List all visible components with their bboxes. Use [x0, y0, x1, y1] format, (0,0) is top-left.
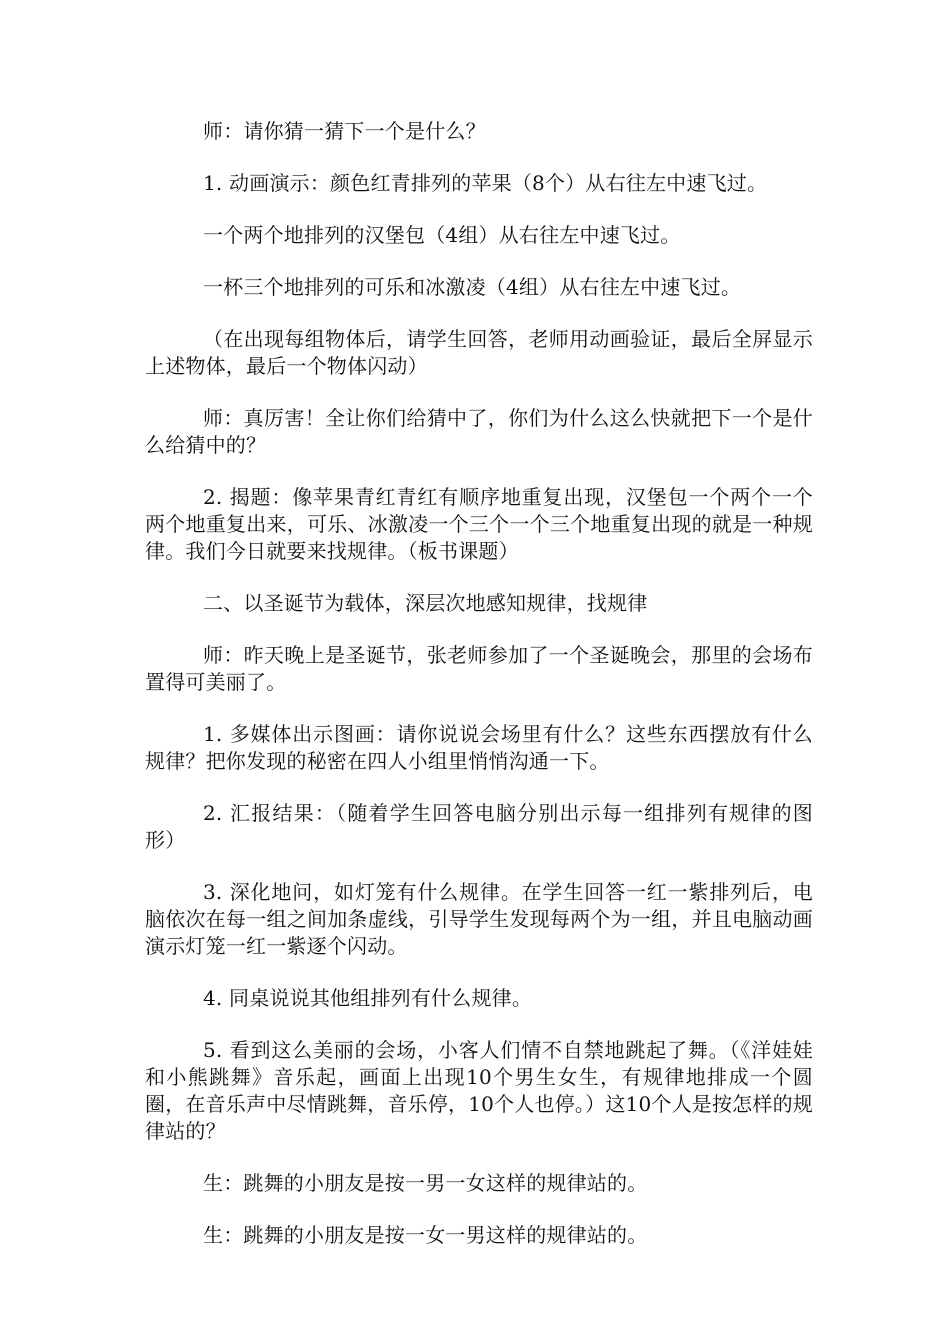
paragraph-teacher-praise: 师：真厉害！全让你们给猜中了，你们为什么这么快就把下一个是什么给猜中的？: [145, 406, 813, 457]
section-heading-christmas: 二、以圣诞节为载体，深层次地感知规律，找规律: [203, 591, 648, 615]
paragraph-step-2-report: 2. 汇报结果：（随着学生回答电脑分别出示每一组排列有规律的图形）: [145, 801, 813, 852]
paragraph-animation-note: （在出现每组物体后，请学生回答，老师用动画验证，最后全屏显示上述物体，最后一个物体闪动）: [145, 327, 813, 378]
document-body: [145, 118, 813, 1274]
paragraph-hamburgers: 一个两个地排列的汉堡包（4组）从右往左中速飞过。: [203, 223, 681, 247]
paragraph-step-5-dance: 5. 看到这么美丽的会场，小客人们情不自禁地跳起了舞。（《洋娃娃和小熊跳舞》音乐起，画面上出现10个男生女生，有规律地排成一个圆圈，在音乐声中尽情跳舞，音乐停，10个人也停。）这10个人是按怎样的规律站的？: [145, 1038, 813, 1143]
paragraph-step-4-deskmates: 4. 同桌说说其他组排列有什么规律。: [203, 986, 533, 1010]
paragraph-step-1-multimedia: 1. 多媒体出示图画：请你说说会场里有什么？这些东西摆放有什么规律？把你发现的秘密在四人小组里悄悄沟通一下。: [145, 722, 813, 773]
paragraph-step-1-apples: 1. 动画演示：颜色红青排列的苹果（8个）从右往左中速飞过。: [203, 171, 768, 195]
paragraph-teacher-christmas: 师：昨天晚上是圣诞节，张老师参加了一个圣诞晚会，那里的会场布置得可美丽了。: [145, 643, 813, 694]
paragraph-step-2-reveal: 2. 揭题：像苹果青红青红有顺序地重复出现，汉堡包一个两个一个两个地重复出来，可乐、冰激凌一个三个一个三个地重复出现的就是一种规律。我们今日就要来找规律。（板书课题）: [145, 485, 813, 563]
paragraph-cola-icecream: 一杯三个地排列的可乐和冰激凌（4组）从右往左中速飞过。: [203, 275, 742, 299]
paragraph-teacher-question: 师：请你猜一猜下一个是什么？: [203, 119, 486, 143]
paragraph-step-3-lanterns: 3. 深化地问，如灯笼有什么规律。在学生回答一红一紫排列后，电脑依次在每一组之间加条虚线，引导学生发现每两个为一组，并且电脑动画演示灯笼一红一紫逐个闪动。: [145, 880, 813, 958]
paragraph-student-answer-2: 生：跳舞的小朋友是按一女一男这样的规律站的。: [203, 1223, 648, 1247]
paragraph-student-answer-1: 生：跳舞的小朋友是按一男一女这样的规律站的。: [203, 1171, 648, 1195]
